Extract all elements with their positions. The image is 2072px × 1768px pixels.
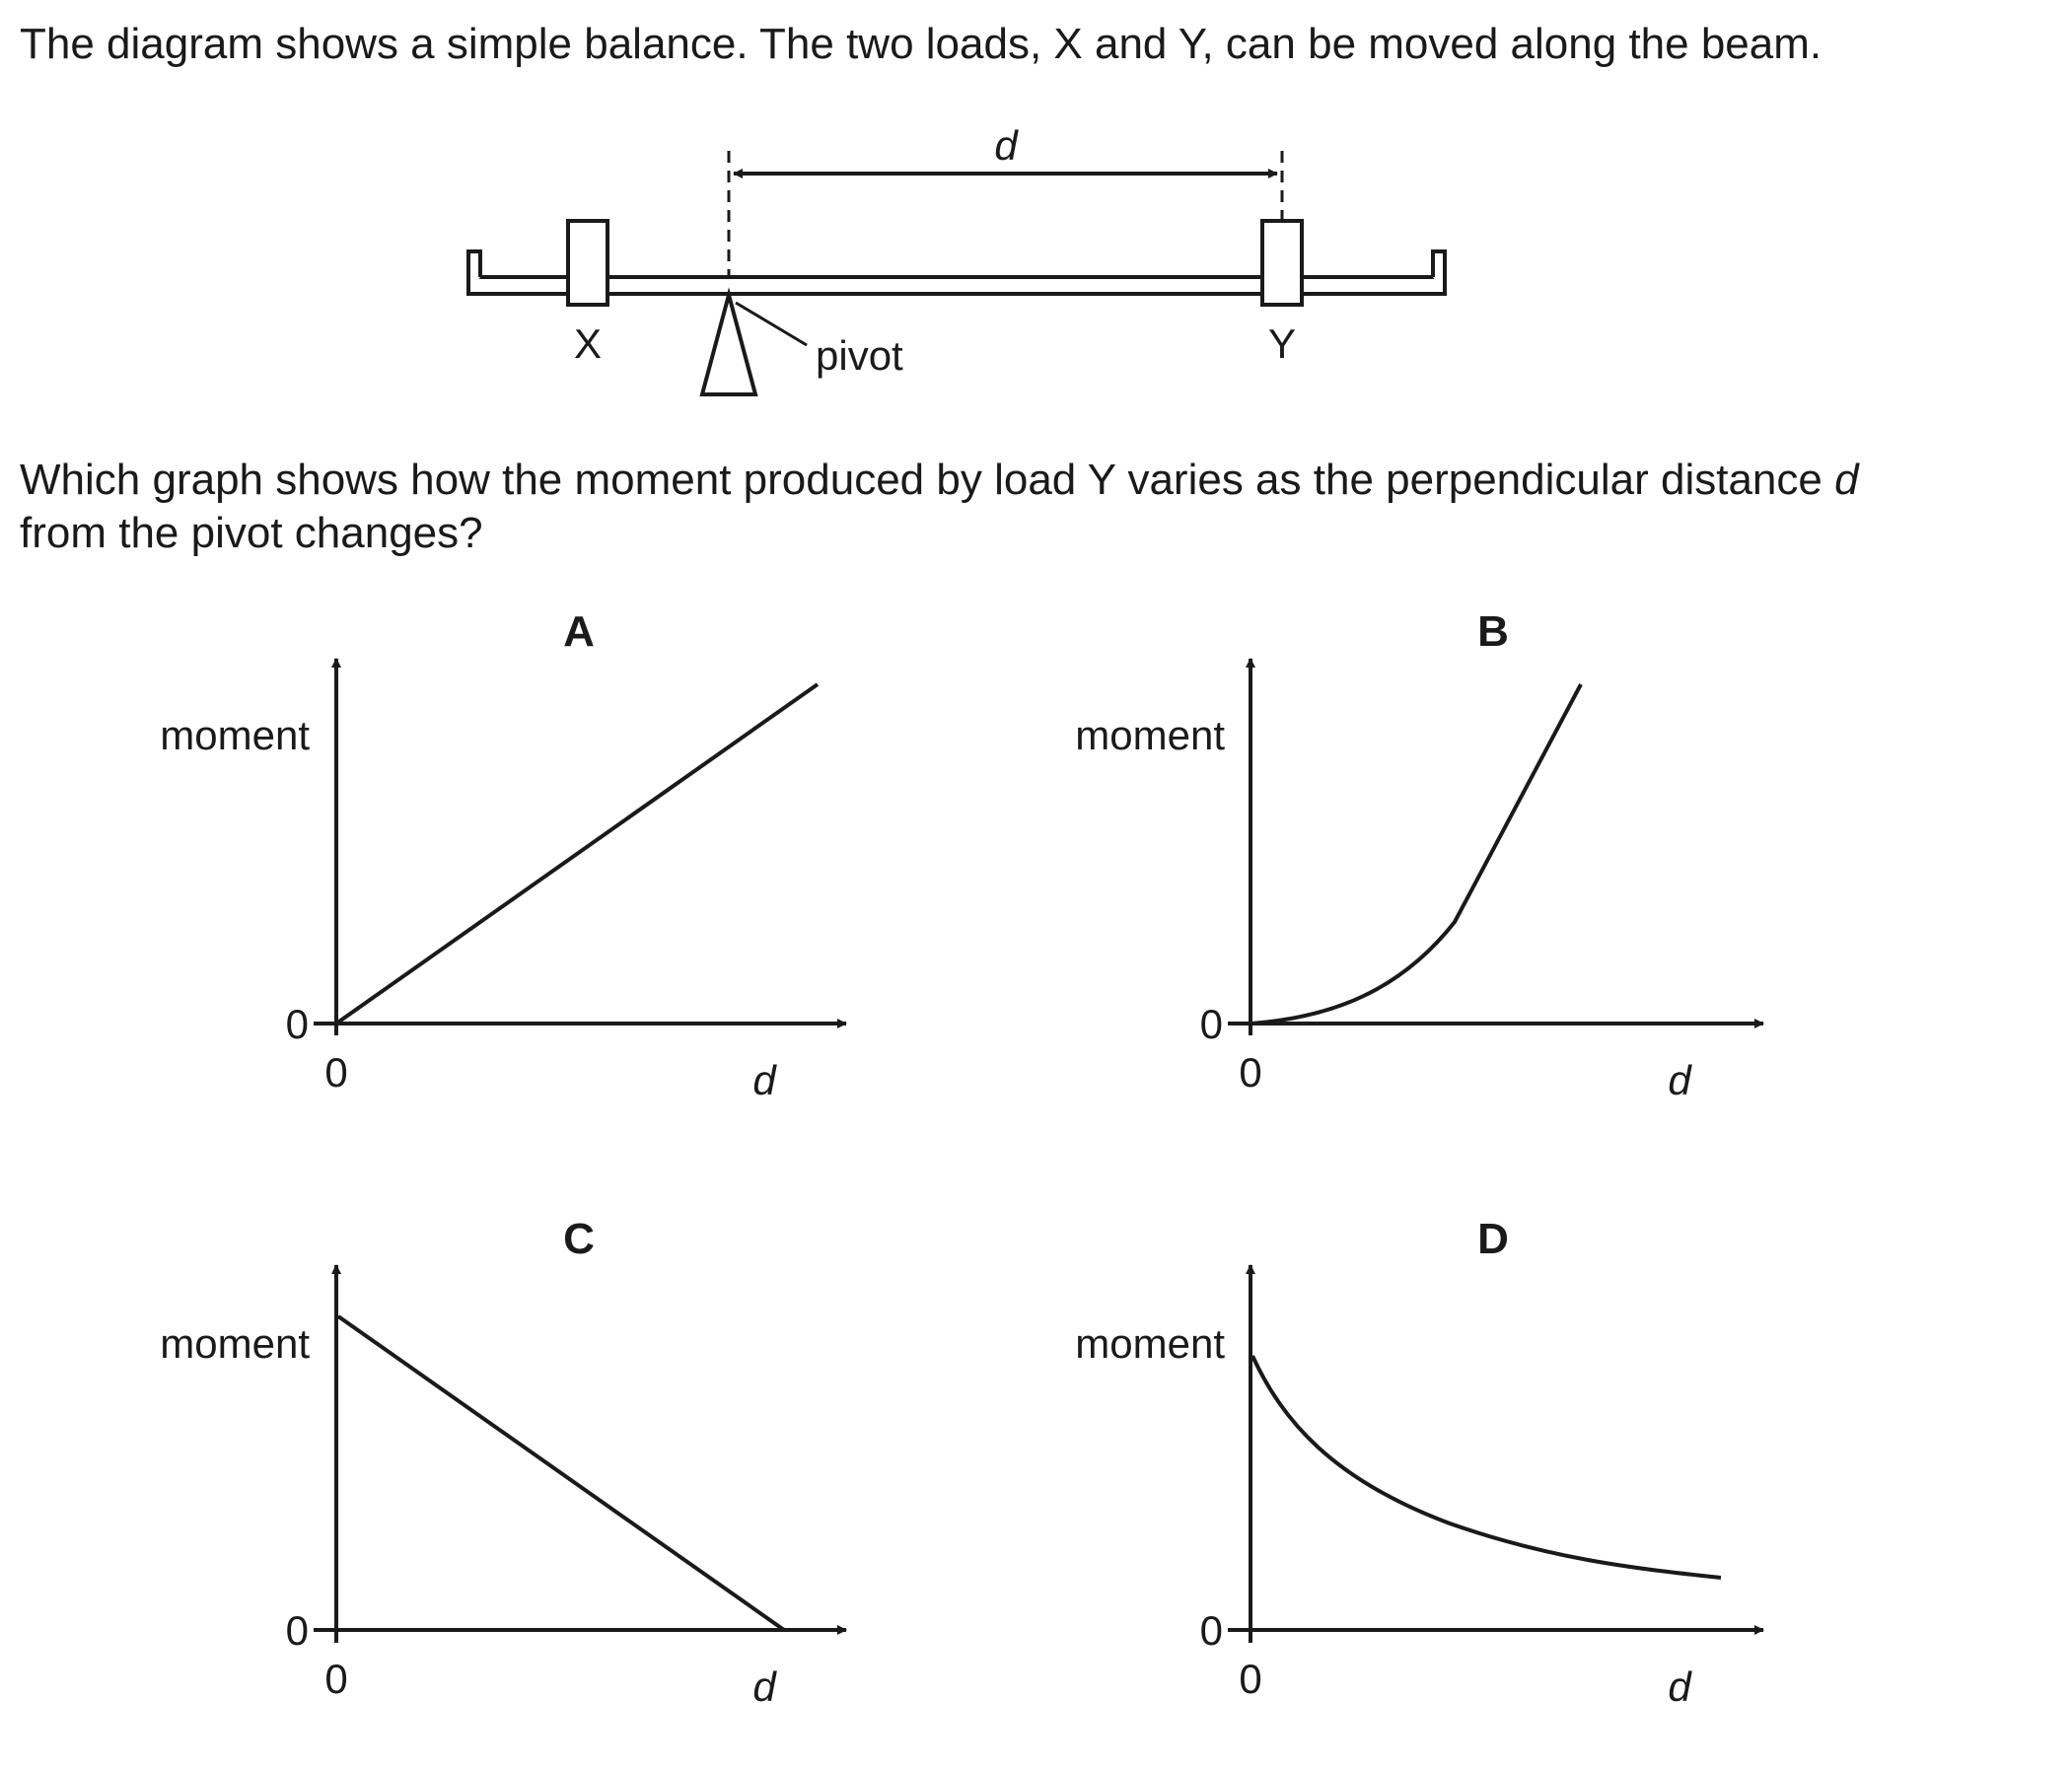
graph-b-origin-x-label: 0 [1239,1049,1262,1096]
graph-a-origin-x-label: 0 [324,1049,348,1096]
graph-d-origin-y-label: 0 [1199,1607,1223,1654]
balance-diagram [468,151,1445,394]
graph-b-option-label: B [1477,607,1509,656]
intro-text: The diagram shows a simple balance. The two loads, X and Y, can be moved along the beam. [20,20,1822,68]
graph-a-option-label: A [563,607,595,656]
question-line2: from the pivot changes? [20,508,483,557]
graph-c-origin-x-label: 0 [324,1656,348,1702]
graph-b [1075,607,1763,1103]
distance-label: d [994,122,1018,169]
graph-d-curve [1252,1356,1721,1578]
load-x-label: X [573,320,603,367]
pivot-pointer-line [736,303,807,345]
graph-d-option-label: D [1477,1215,1509,1263]
graph-d-y-axis-label: moment [1075,1320,1225,1367]
load-y-label: Y [1267,320,1297,367]
graph-b-curve [1250,684,1581,1024]
graph-c-curve [338,1316,784,1630]
graph-c-origin-y-label: 0 [285,1607,309,1654]
graph-a-x-axis-label: d [752,1057,776,1103]
graph-d-x-axis-label: d [1668,1663,1691,1710]
graph-c-option-label: C [563,1215,595,1263]
graph-d [1075,1215,1763,1710]
load-y-block [1262,221,1302,305]
question-variable-d: d [1834,456,1859,504]
graph-b-y-axis-label: moment [1075,712,1225,758]
graph-a-y-axis-label: moment [160,712,310,758]
graph-a-curve [336,684,818,1024]
graph-b-origin-y-label: 0 [1199,1001,1223,1047]
graph-a-origin-y-label: 0 [285,1001,309,1047]
graph-b-x-axis-label: d [1668,1057,1691,1103]
graph-c-y-axis-label: moment [160,1320,310,1367]
graph-d-origin-x-label: 0 [1239,1656,1262,1702]
question-line1: Which graph shows how the moment produced by load Y varies as the perpendicular distance [20,456,1835,504]
pivot-label: pivot [816,332,903,379]
graph-c-x-axis-label: d [752,1663,776,1710]
graph-c [160,1215,846,1710]
graph-a [160,607,846,1103]
load-x-block [568,221,607,305]
